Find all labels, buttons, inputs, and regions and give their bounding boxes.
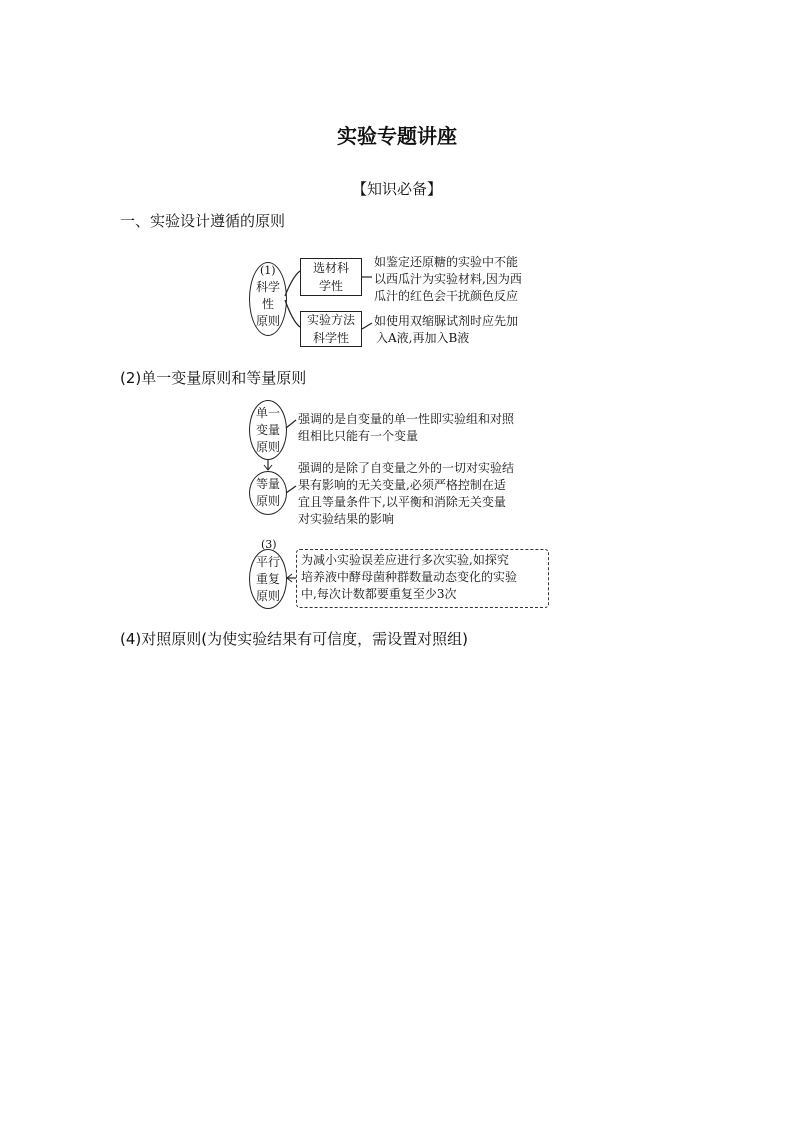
desc-line: 以西瓜汁为实验材料,因为西 [374,272,522,286]
heading-control-principle: (4)对照原则(为使实验结果有可信度，需设置对照组) [120,630,468,648]
desc-line: 为减小实验误差应进行多次实验,如探究 [301,553,509,567]
heading-principles: 一、实验设计遵循的原则 [120,212,286,230]
section-label: 【知识必备】 [351,180,442,198]
box-line: 实验方法 [306,313,355,327]
box-line: 学性 [318,279,343,293]
ellipse-line: 原则 [255,439,280,454]
ellipse-line: 原则 [255,588,280,603]
desc-line: 果有影响的无关变量,必须严格控制在适 [298,478,506,492]
parallel-repeat-description [296,549,549,608]
ellipse-line: 等量 [255,477,280,491]
desc-line: 如使用双缩脲试剂时应先加 [374,314,519,328]
parallel-repeat-ellipse [249,549,287,609]
diagram3-number: (3) [261,538,277,551]
desc-line: 宜且等量条件下,以平衡和消除无关变量 [298,495,506,509]
desc-line: 强调的是自变量的单一性即实验组和对照 [298,412,515,426]
ellipse-line: 原则 [255,313,280,328]
desc-line: 瓜汁的红色会干扰颜色反应 [374,289,519,303]
material-description [374,254,554,305]
equal-amount-description [298,460,558,528]
ellipse-line: 平行 [255,554,280,569]
diagram1-number: (1) [260,264,276,277]
ellipse-line: 变量 [255,422,280,437]
method-description [374,313,554,347]
science-principle-ellipse [249,262,287,336]
equal-amount-ellipse [249,471,287,515]
desc-line: 对实验结果的影响 [298,512,395,526]
single-variable-ellipse [249,400,287,460]
desc-line: 入A液,再加入B液 [376,331,470,345]
heading-single-variable: (2)单一变量原则和等量原则 [120,369,307,387]
ellipse-line: 重复 [255,571,280,586]
method-science-box [300,311,362,347]
material-science-box [300,258,362,296]
box-line: 科学性 [312,331,349,345]
ellipse-line: 原则 [255,494,280,508]
single-variable-description [298,411,558,445]
desc-line: 培养液中酵母菌种群数量动态变化的实验 [301,570,518,584]
desc-line: 如鉴定还原糖的实验中不能 [374,255,519,269]
ellipse-line: 单一 [255,405,280,420]
page-title: 实验专题讲座 [337,124,457,148]
ellipse-line: 性 [261,296,274,311]
desc-line: 组相比只能有一个变量 [298,429,419,443]
ellipse-line: 科学 [255,279,280,294]
desc-line: 强调的是除了自变量之外的一切对实验结 [298,461,515,475]
box-line: 选材科 [312,261,349,275]
desc-line: 中,每次计数都要重复至少3次 [301,587,457,601]
